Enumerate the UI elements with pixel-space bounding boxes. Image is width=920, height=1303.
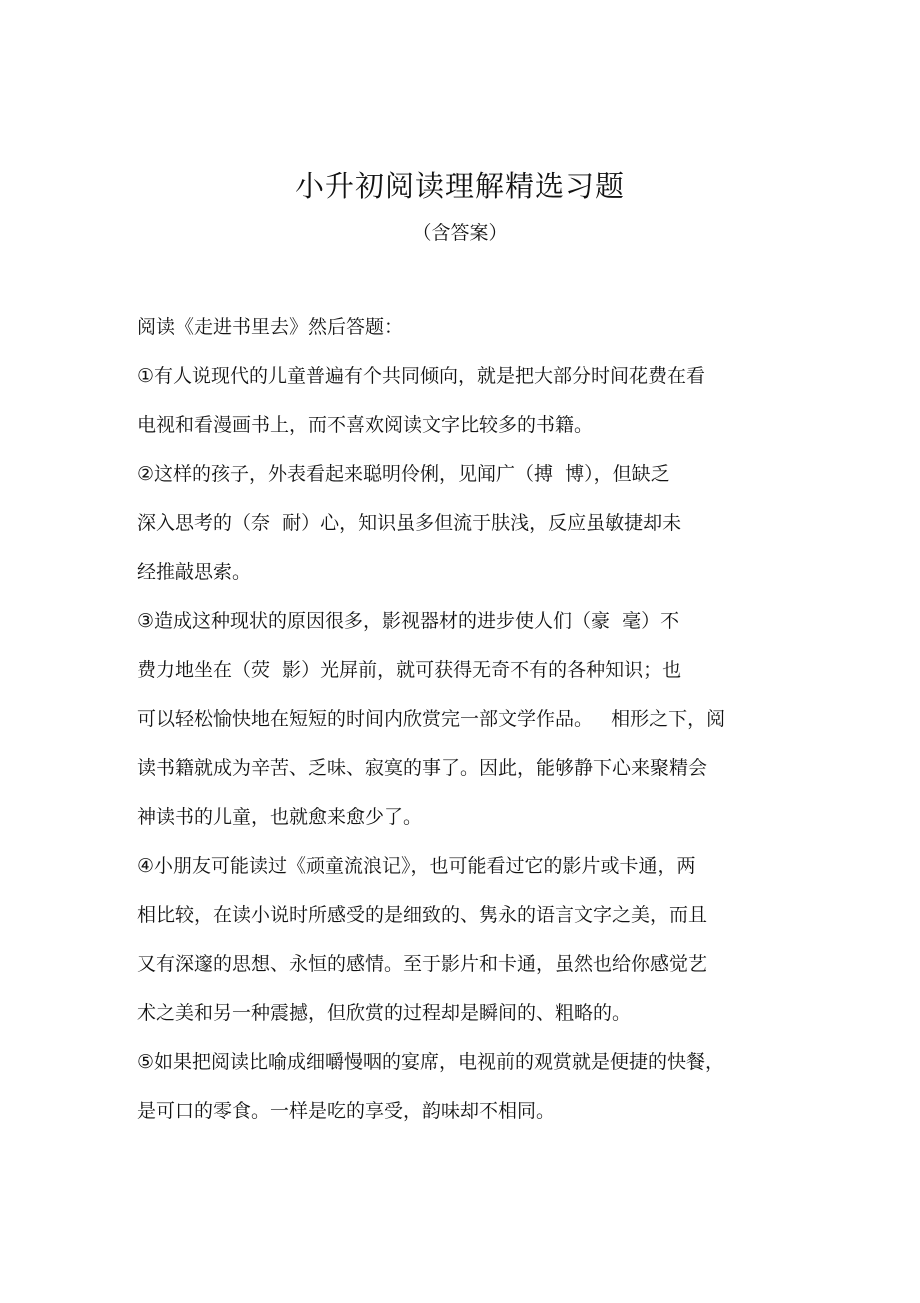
document-title: 小升初阅读理解精选习题 — [294, 169, 625, 203]
passage-line: ⑤如果把阅读比喻成细嚼慢咽的宴席，电视前的观赏就是便捷的快餐， — [137, 1051, 725, 1073]
passage-line: 深入思考的（奈 耐）心，知识虽多但流于肤浅，反应虽敏捷却未 — [137, 512, 682, 534]
passage-line: 电视和看漫画书上，而不喜欢阅读文字比较多的书籍。 — [137, 414, 594, 436]
passage-line: 可以轻松愉快地在短短的时间内欣赏完一部文学作品。 相形之下，阅 — [137, 708, 726, 730]
passage-line: ①有人说现代的儿童普遍有个共同倾向，就是把大部分时间花费在看 — [137, 365, 706, 387]
passage-line: ②这样的孩子，外表看起来聪明伶俐，见闻广（搏 博），但缺乏 — [137, 463, 670, 485]
passage-line: 经推敲思索。 — [137, 561, 252, 583]
passage-line: 又有深邃的思想、永恒的感情。至于影片和卡通，虽然也给你感觉艺 — [137, 953, 708, 975]
passage-line: 相比较，在读小说时所感受的是细致的、隽永的语言文字之美，而且 — [137, 904, 708, 926]
passage-line: 神读书的儿童，也就愈来愈少了。 — [137, 806, 423, 828]
passage-intro: 阅读《走进书里去》然后答题： — [137, 316, 404, 338]
passage-line: 术之美和另一种震撼，但欣赏的过程却是瞬间的、粗略的。 — [137, 1002, 632, 1024]
passage-line: ③造成这种现状的原因很多，影视器材的进步使人们（豪 毫）不 — [137, 610, 680, 632]
passage-line: 读书籍就成为辛苦、乏味、寂寞的事了。因此，能够静下心来聚精会 — [137, 757, 708, 779]
passage-line: 是可口的零食。一样是吃的享受，韵味却不相同。 — [137, 1100, 556, 1122]
passage-line: 费力地坐在（荧 影）光屏前，就可获得无奇不有的各种知识；也 — [137, 659, 682, 681]
document-subtitle: （含答案） — [412, 222, 508, 244]
passage-body — [137, 313, 797, 1146]
passage-line: ④小朋友可能读过《顽童流浪记》，也可能看过它的影片或卡通，两 — [137, 855, 696, 877]
